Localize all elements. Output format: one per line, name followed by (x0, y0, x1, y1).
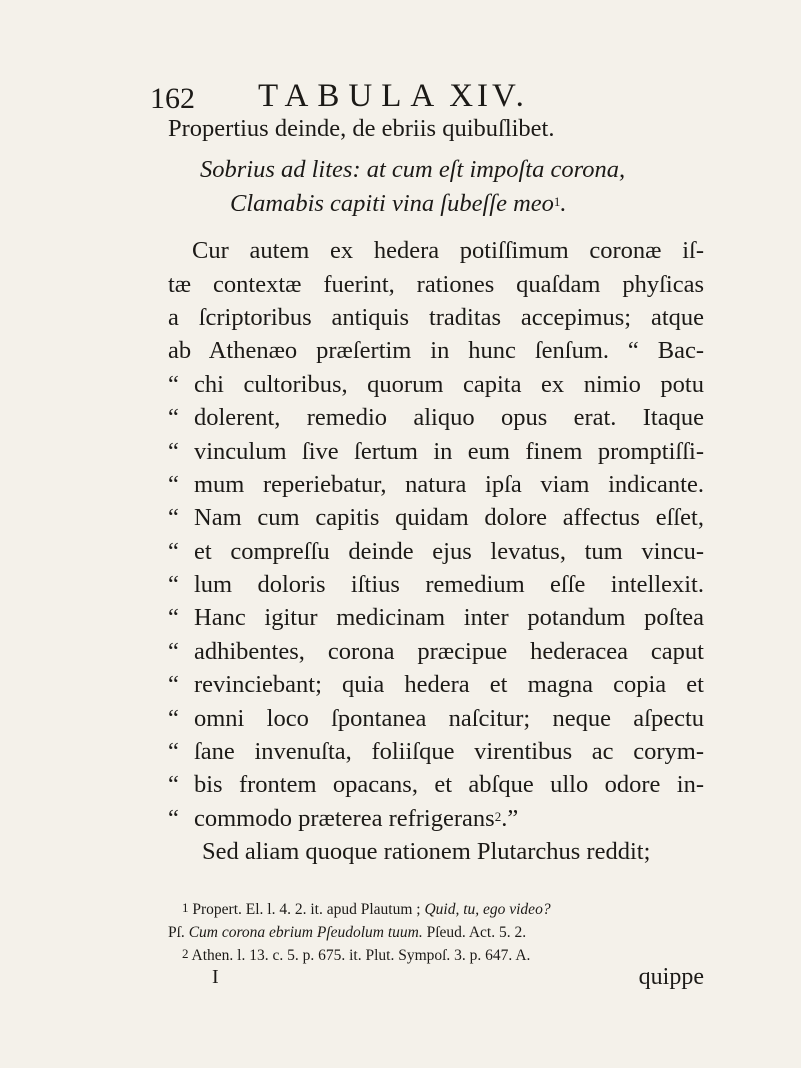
footnote-2-mark: 2 (182, 946, 189, 961)
para-line-3: a ſcriptoribus antiquis traditas accepimus; atque (168, 303, 704, 331)
quote-line (168, 468, 704, 501)
quote-line (168, 568, 704, 601)
quote-mark: “ (168, 370, 179, 398)
footnote-1-text: Propert. El. l. 4. 2. it. apud Plautum ; (192, 901, 421, 918)
footnote-1-cont-quote: Cum corona ebrium Pſeudolum tuum. (188, 924, 423, 941)
quote-mark: “ (168, 504, 179, 532)
quote-mark: “ (168, 604, 179, 632)
quote-text: omni loco ſpontanea naſcitur; neque aſpectu (194, 704, 704, 732)
footnotes (168, 898, 704, 967)
quote-text: Hanc igitur medicinam inter potandum poſtea (194, 604, 704, 632)
quote-mark: “ (168, 738, 179, 766)
quote-mark: “ (168, 704, 179, 732)
verse-line-2 (168, 187, 704, 220)
footnote-2 (168, 944, 704, 967)
quote-text: adhibentes, corona præcipue hederacea caput (194, 637, 704, 665)
footnote-1 (168, 898, 704, 921)
signature-mark: I (212, 966, 219, 988)
footnote-1-cont-text: Pſ. (168, 924, 185, 941)
intro-line: Propertius deinde, de ebriis quibuſlibet. (168, 115, 555, 142)
footnote-1-mark: 1 (182, 900, 189, 915)
quote-mark: “ (168, 537, 179, 565)
quote-mark: “ (168, 804, 179, 832)
quote-line (168, 635, 704, 668)
quote-mark: “ (168, 437, 179, 465)
quote-mark: “ (168, 571, 179, 599)
quote-line (168, 702, 704, 735)
quote-text: Nam cum capitis quidam dolore affectus eſſet, (194, 504, 704, 532)
para-line-4: ab Athenæo præſertim in hunc ſenſum. “ Bac- (168, 337, 704, 365)
quote-line (168, 368, 704, 401)
quote-text: revinciebant; quia hedera et magna copia et (194, 671, 704, 699)
closing-line: Sed aliam quoque rationem Plutarchus reddit; (202, 838, 651, 866)
quote-line (168, 735, 704, 768)
footnote-1-quote: Quid, tu, ego video? (424, 901, 551, 918)
quote-line-last (168, 802, 704, 835)
para-line-2: tæ contextæ fuerint, rationes quaſdam phyſicas (168, 270, 704, 298)
quote-text: bis frontem opacans, et abſque ullo odore in- (194, 771, 704, 799)
footnote-ref-2: 2 (494, 808, 502, 824)
quote-mark: “ (168, 671, 179, 699)
quote-mark: “ (168, 771, 179, 799)
verse-line-2-text: Clamabis capiti vina ſubeſſe meo (230, 189, 554, 217)
quote-text: vinculum ſive ſertum in eum finem promptiſſi- (194, 437, 704, 465)
running-head (258, 78, 528, 115)
quote-line (168, 501, 704, 534)
quote-mark: “ (168, 637, 179, 665)
quote-mark: “ (168, 404, 179, 432)
quote-line (168, 435, 704, 468)
footnote-ref-1: 1 (553, 193, 561, 209)
quote-text: chi cultoribus, quorum capita ex nimio potu (194, 370, 704, 398)
quote-line (168, 535, 704, 568)
quote-text: lum doloris iſtius remedium eſſe intellexit. (194, 571, 704, 599)
quote-close: .” (501, 804, 519, 832)
footnote-1-cont (168, 921, 704, 944)
footnote-1-cont-ref: Pſeud. Act. 5. 2. (426, 924, 527, 941)
catchword: quippe (638, 964, 704, 990)
quote-text: commodo præterea refrigerans (194, 804, 495, 832)
page-footer (168, 966, 704, 996)
footnote-2-text: Athen. l. 13. c. 5. p. 675. it. Plut. Sympoſ. 3. p. 647. A. (191, 947, 531, 964)
quote-line (168, 401, 704, 434)
main-text (168, 112, 704, 869)
quote-text: dolerent, remedio aliquo opus erat. Itaque (194, 404, 704, 432)
quote-line (168, 601, 704, 634)
quote-text: ſane invenuſta, foliiſque virentibus ac corym- (194, 738, 704, 766)
quote-text: et compreſſu deinde ejus levatus, tum vincu- (194, 537, 704, 565)
quote-line (168, 668, 704, 701)
running-head-number: XIV. (449, 78, 528, 114)
para-line-1: Cur autem ex hedera potiſſimum coronæ iſ- (192, 237, 704, 265)
verse-line-1: Sobrius ad lites: at cum eſt impoſta corona, (200, 156, 626, 184)
quote-text: mum reperiebatur, natura ipſa viam indicante. (194, 470, 704, 498)
quote-line (168, 768, 704, 801)
page-number: 162 (150, 82, 195, 115)
running-head-title: TABULA (258, 78, 444, 114)
quote-mark: “ (168, 470, 179, 498)
verse-line-2-end: . (560, 189, 567, 217)
